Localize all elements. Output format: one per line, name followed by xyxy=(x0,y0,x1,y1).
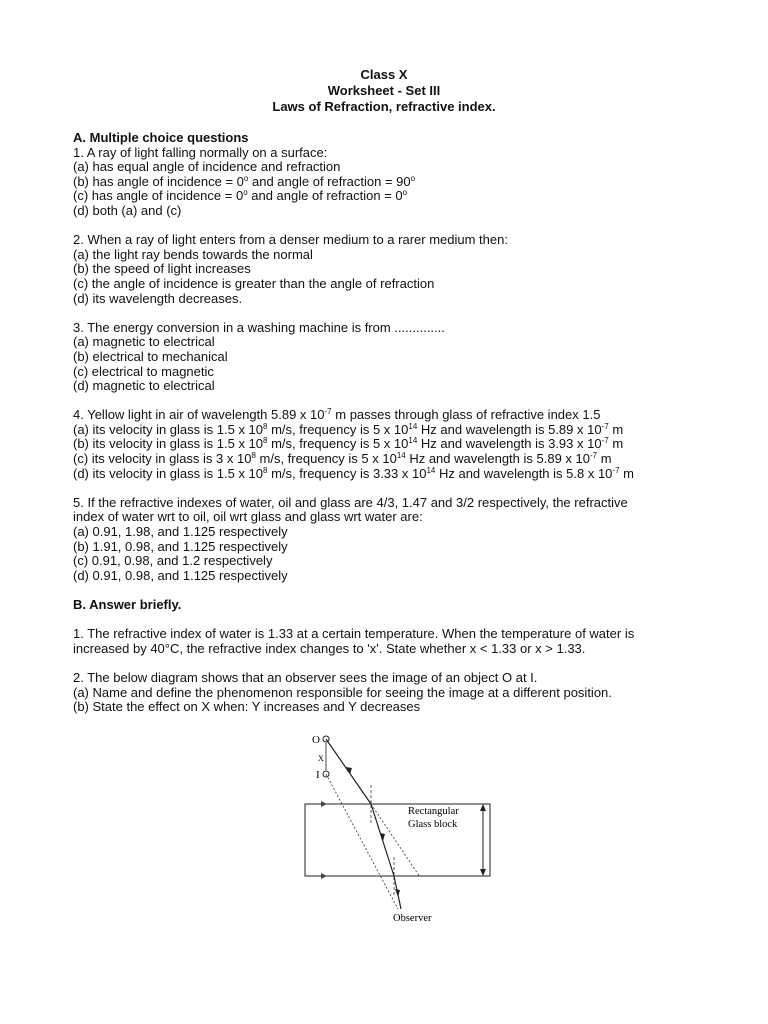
q4-option-b: (b) its velocity in glass is 1.5 x $10^8$ m/s, frequency is 5 x $10^{14}$ Hz and wavelength is 3.93 x $10^{-7}$ m xyxy=(73,436,624,452)
q2-option-d: (d) its wavelength decreases. xyxy=(73,290,243,306)
refraction-diagram-svg xyxy=(305,727,497,927)
image-extension-line xyxy=(326,774,398,909)
topic-title: Laws of Refraction, refractive index. xyxy=(272,99,496,114)
q1-option-b: (b) has angle of incidence = $0^o$ and angle of refraction = $90^o$ xyxy=(73,173,416,189)
label-o: O xyxy=(312,734,320,746)
q1-option-d: (d) both (a) and (c) xyxy=(73,202,182,218)
q5-option-c: (c) 0.91, 0.98, and 1.2 respectively xyxy=(73,553,273,569)
label-i: I xyxy=(316,769,320,781)
q3-option-d: (d) magnetic to electrical xyxy=(73,378,215,394)
incident-ray xyxy=(326,739,371,804)
q4-option-d: (d) its velocity in glass is 1.5 x $10^8$ m/s, frequency is 3.33 x $10^{14}$ Hz and wavelength is 5.8 x $10^{-7}$ m xyxy=(73,465,634,481)
q5-option-b: (b) 1.91, 0.98, and 1.125 respectively xyxy=(73,538,288,554)
label-x: X xyxy=(318,754,324,763)
label-observer: Observer xyxy=(393,913,432,924)
q3-stem: 3. The energy conversion in a washing machine is from .............. xyxy=(73,319,445,335)
worksheet-header xyxy=(0,67,768,115)
q3-option-b: (b) electrical to mechanical xyxy=(73,348,228,364)
b-q2-part-a: (a) Name and define the phenomenon responsible for seeing the image at a different position. xyxy=(73,684,612,700)
label-block-line1: Rectangular xyxy=(408,806,459,817)
q3-option-a: (a) magnetic to electrical xyxy=(73,334,215,350)
q1-option-a: (a) has equal angle of incidence and refraction xyxy=(73,159,341,175)
q1-option-c: (c) has angle of incidence = $0^o$ and angle of refraction = $0^o$ xyxy=(73,188,408,204)
edge-arrow-bottom xyxy=(321,873,327,879)
q1-stem: 1. A ray of light falling normally on a surface: xyxy=(73,144,328,160)
q4-option-c: (c) its velocity in glass is 3 x $10^8$ m/s, frequency is 5 x $10^{14}$ Hz and wavelength is 5.89 x $10^{-7}$ m xyxy=(73,451,612,467)
worksheet-title: Worksheet - Set III xyxy=(327,83,441,98)
glass-block xyxy=(305,804,490,876)
class-title: Class X xyxy=(360,67,408,82)
emergent-ray-arrow xyxy=(395,889,400,897)
q4-stem: 4. Yellow light in air of wavelength 5.89 x $10^{-7}$ m passes through glass of refractive index 1.5 xyxy=(73,407,601,423)
b-q2-stem: 2. The below diagram shows that an observer sees the image of an object O at I. xyxy=(73,669,538,685)
q5-stem-line2: index of water wrt to oil, oil wrt glass and glass wrt water are: xyxy=(73,509,423,525)
q2-stem: 2. When a ray of light enters from a denser medium to a rarer medium then: xyxy=(73,232,508,248)
q5-option-d: (d) 0.91, 0.98, and 1.125 respectively xyxy=(73,567,288,583)
q3-option-c: (c) electrical to magnetic xyxy=(73,363,214,379)
section-b-title: B. Answer briefly. xyxy=(73,597,182,612)
thickness-arrow-bottom xyxy=(480,869,486,876)
q4-option-a: (a) its velocity in glass is 1.5 x $10^8$ m/s, frequency is 5 x $10^{14}$ Hz and wavelength is 5.89 x $10^{-7}$ m xyxy=(73,421,624,437)
q2-option-b: (b) the speed of light increases xyxy=(73,261,251,277)
b-q1-line2: increased by 40°C, the refractive index changes to 'x'. State whether x < 1.33 or x > 1.33. xyxy=(73,640,586,656)
edge-arrow-top xyxy=(321,801,327,807)
q2-option-c: (c) the angle of incidence is greater than the angle of refraction xyxy=(73,275,435,291)
q5-stem-line1: 5. If the refractive indexes of water, oil and glass are 4/3, 1.47 and 3/2 respectively, the refractive xyxy=(73,494,628,510)
q5-option-a: (a) 0.91, 1.98, and 1.125 respectively xyxy=(73,524,288,540)
worksheet-content xyxy=(73,131,733,715)
refraction-diagram xyxy=(305,727,497,927)
section-a-title: A. Multiple choice questions xyxy=(73,130,249,145)
thickness-arrow-top xyxy=(480,804,486,811)
b-q1-line1: 1. The refractive index of water is 1.33 at a certain temperature. When the temperature of water is xyxy=(73,626,635,642)
refracted-ray xyxy=(371,804,394,876)
q2-option-a: (a) the light ray bends towards the normal xyxy=(73,246,313,262)
b-q2-part-b: (b) State the effect on X when: Y increases and Y decreases xyxy=(73,699,421,715)
label-block-line2: Glass block xyxy=(408,819,458,830)
